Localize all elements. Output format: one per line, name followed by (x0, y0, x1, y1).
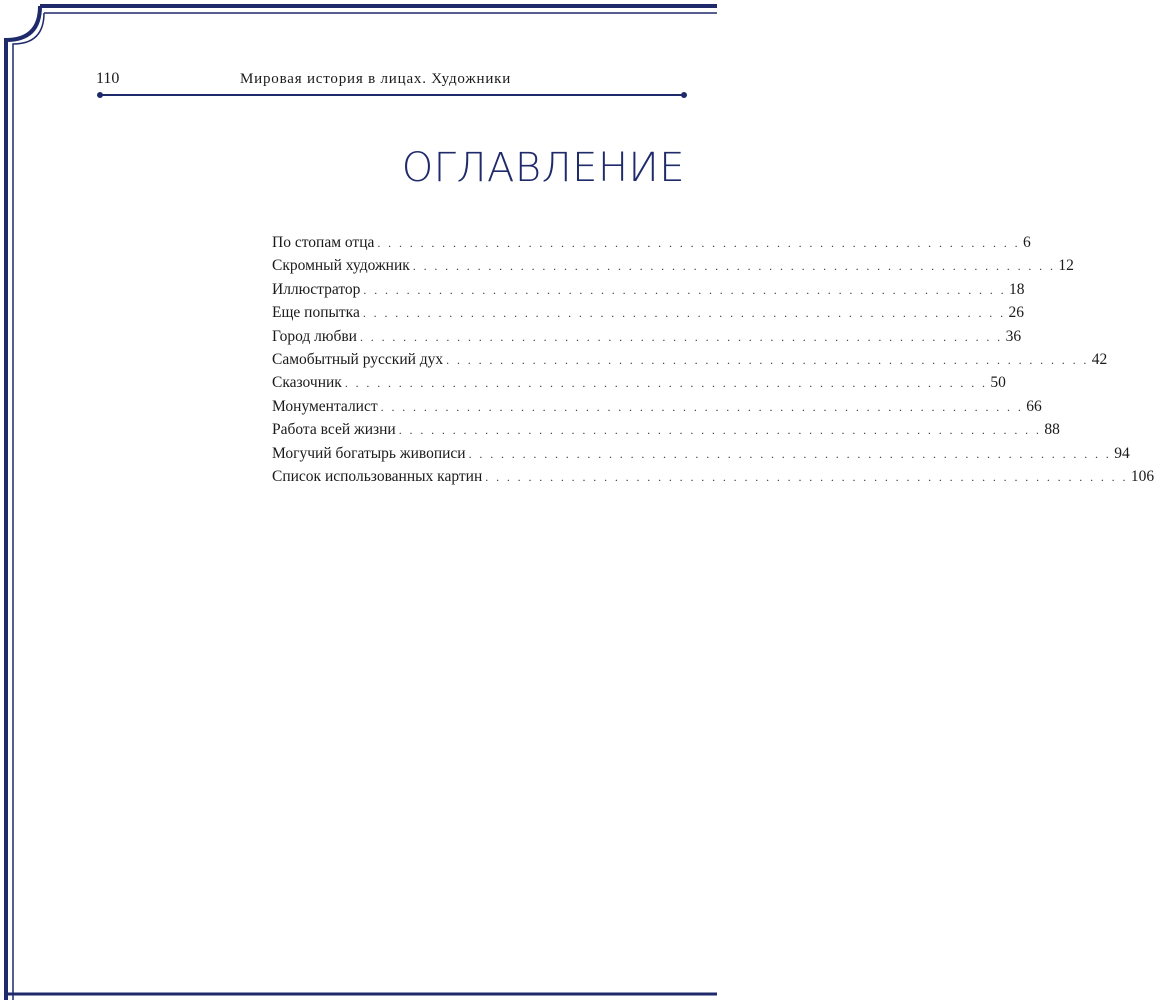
toc-entry-page: 88 (1044, 421, 1060, 439)
toc-entry-title: Сказочник (272, 374, 342, 392)
toc-entry-page: 36 (1005, 327, 1022, 345)
toc-dot-leader: . . . . . . . . . . . . . . . . . . . . . . . . . . . . . . . . . . . . . . . . . . . . . . . . . . . . . . . . . . . . (359, 329, 1003, 344)
toc-dot-leader: . . . . . . . . . . . . . . . . . . . . . . . . . . . . . . . . . . . . . . . . . . . . . . . . . . . . . . . . . . . . (344, 376, 988, 391)
running-header (96, 68, 686, 92)
toc-entry-title: Иллюстратор (272, 280, 361, 298)
toc-dot-leader: . . . . . . . . . . . . . . . . . . . . . . . . . . . . . . . . . . . . . . . . . . . . . . . . . . . . . . . . . . . . (446, 352, 1089, 367)
toc-dot-leader: . . . . . . . . . . . . . . . . . . . . . . . . . . . . . . . . . . . . . . . . . . . . . . . . . . . . . . . . . . . . (398, 423, 1042, 438)
page-number: 110 (96, 70, 120, 87)
toc-entry-title: Монументалист (272, 397, 378, 415)
toc-entry-title: Работа всей жизни (272, 421, 396, 439)
toc-entry-page: 66 (1026, 397, 1042, 415)
toc-dot-leader: . . . . . . . . . . . . . . . . . . . . . . . . . . . . . . . . . . . . . . . . . . . . . . . . . . . . . . . . . . . . (468, 446, 1112, 461)
toc-dot-leader: . . . . . . . . . . . . . . . . . . . . . . . . . . . . . . . . . . . . . . . . . . . . . . . . . . . . . . . . . . . . (377, 236, 1020, 250)
toc-entry-page: 18 (1009, 280, 1025, 298)
toc-entry-page: 26 (1008, 304, 1024, 322)
header-rule-dot-right (681, 92, 687, 98)
toc-list (272, 231, 1154, 488)
toc-entry[interactable] (272, 278, 1025, 301)
toc-entry[interactable] (272, 371, 1006, 394)
toc-entry-title: Могучий богатырь живописи (272, 444, 466, 462)
toc-entry-title: Список использованных картин (272, 467, 483, 485)
toc-dot-leader: . . . . . . . . . . . . . . . . . . . . . . . . . . . . . . . . . . . . . . . . . . . . . . . . . . . . . . . . . . . . (412, 259, 1056, 274)
toc-entry-title: По стопам отца (272, 234, 375, 251)
toc-entry-title: Скромный художник (272, 257, 410, 275)
toc-entry[interactable] (272, 442, 1130, 465)
toc-dot-leader: . . . . . . . . . . . . . . . . . . . . . . . . . . . . . . . . . . . . . . . . . . . . . . . . . . . . . . . . . . . . (485, 469, 1128, 484)
toc-entry-page: 42 (1091, 350, 1108, 368)
running-title: Мировая история в лицах. Художники (240, 71, 512, 87)
toc-entry-page: 12 (1058, 257, 1074, 275)
toc-entry[interactable] (272, 325, 1022, 348)
header-rule-dot-left (97, 92, 103, 98)
toc-entry-page: 6 (1022, 234, 1031, 251)
toc-entry[interactable] (272, 418, 1060, 441)
toc-entry-page: 106 (1130, 467, 1154, 485)
toc-entry-title: Самобытный русский дух (272, 350, 444, 368)
toc-heading: ОГЛАВЛЕНИЕ (401, 145, 685, 191)
toc-entry[interactable] (272, 231, 1031, 254)
toc-dot-leader: . . . . . . . . . . . . . . . . . . . . . . . . . . . . . . . . . . . . . . . . . . . . . . . . . . . . . . . . . . . . (362, 306, 1006, 321)
toc-entry[interactable] (272, 254, 1074, 277)
toc-dot-leader: . . . . . . . . . . . . . . . . . . . . . . . . . . . . . . . . . . . . . . . . . . . . . . . . . . . . . . . . . . . . (380, 399, 1024, 414)
toc-entry[interactable] (272, 465, 1154, 488)
toc-entry[interactable] (272, 395, 1042, 418)
toc-entry-title: Еще попытка (272, 304, 360, 322)
toc-entry-page: 94 (1114, 444, 1130, 462)
toc-entry[interactable] (272, 301, 1024, 324)
toc-entry-page: 50 (990, 374, 1006, 392)
toc-entry-title: Город любви (272, 327, 357, 345)
toc-entry[interactable] (272, 348, 1108, 371)
toc-dot-leader: . . . . . . . . . . . . . . . . . . . . . . . . . . . . . . . . . . . . . . . . . . . . . . . . . . . . . . . . . . . . (363, 282, 1006, 297)
